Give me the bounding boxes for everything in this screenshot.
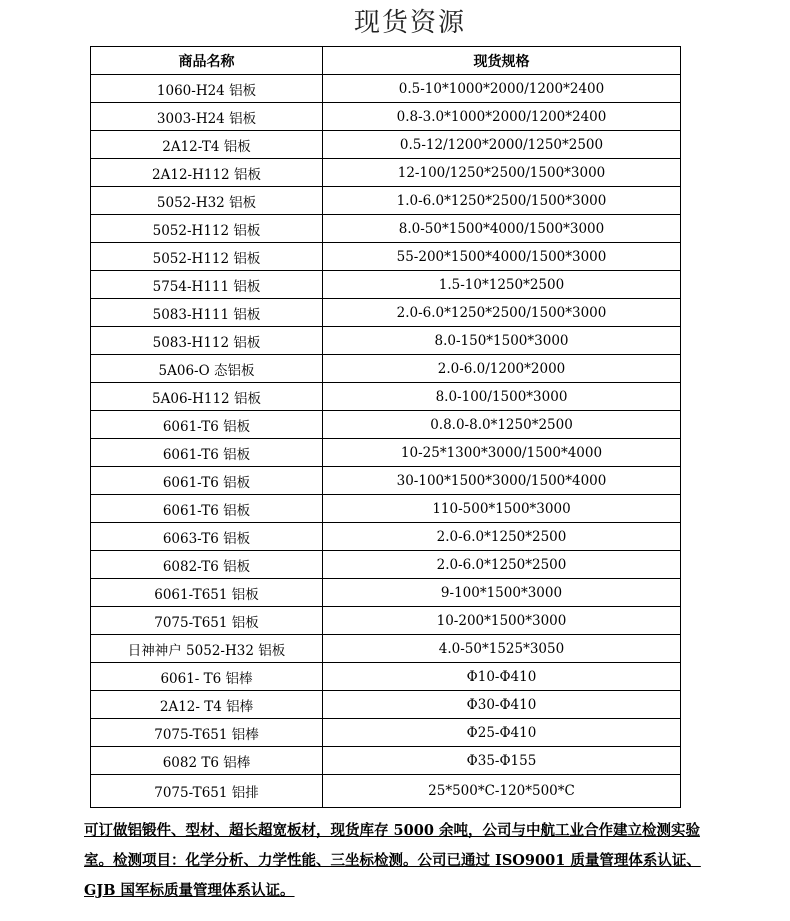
product-name-cell: 7075-T651 铝棒 — [91, 719, 323, 747]
spec-cell: 8.0-150*1500*3000 — [323, 327, 681, 355]
spec-cell: 2.0-6.0*1250*2500 — [323, 523, 681, 551]
spec-cell: 30-100*1500*3000/1500*4000 — [323, 467, 681, 495]
table-row — [91, 523, 681, 551]
spec-cell: 110-500*1500*3000 — [323, 495, 681, 523]
spec-cell: 1.0-6.0*1250*2500/1500*3000 — [323, 187, 681, 215]
product-name-cell: 3003-H24 铝板 — [91, 103, 323, 131]
spec-cell: 55-200*1500*4000/1500*3000 — [323, 243, 681, 271]
table-row — [91, 467, 681, 495]
product-name-cell: 2A12-T4 铝板 — [91, 131, 323, 159]
table-row — [91, 355, 681, 383]
table-row — [91, 551, 681, 579]
product-name-cell: 1060-H24 铝板 — [91, 75, 323, 103]
product-name-cell: 6063-T6 铝板 — [91, 523, 323, 551]
product-name-cell: 6061-T6 铝板 — [91, 495, 323, 523]
spec-cell: 4.0-50*1525*3050 — [323, 635, 681, 663]
spec-cell: 10-25*1300*3000/1500*4000 — [323, 439, 681, 467]
table-row — [91, 159, 681, 187]
table-row — [91, 495, 681, 523]
spec-cell: 2.0-6.0/1200*2000 — [323, 355, 681, 383]
table-row — [91, 383, 681, 411]
company-note: 可订做铝锻件、型材、超长超宽板材，现货库存 5000 余吨，公司与中航工业合作建立检测实验室。检测项目：化学分析、力学性能、三坐标检测。公司已通过 ISO9001 质量管理体系认证、GJB 国军标质量管理体系认证。 — [84, 822, 701, 899]
header-stock-spec: 现货规格 — [323, 47, 681, 75]
product-name-cell: 日神神户 5052-H32 铝板 — [91, 635, 323, 663]
table-row — [91, 75, 681, 103]
page-title: 现货资源 — [353, 8, 466, 38]
product-name-cell: 5754-H111 铝板 — [91, 271, 323, 299]
spec-cell: 9-100*1500*3000 — [323, 579, 681, 607]
product-name-cell: 6061-T6 铝板 — [91, 439, 323, 467]
spec-cell: 12-100/1250*2500/1500*3000 — [323, 159, 681, 187]
spec-cell: 0.8-3.0*1000*2000/1200*2400 — [323, 103, 681, 131]
product-name-cell: 5A06-O 态铝板 — [91, 355, 323, 383]
table-row — [91, 299, 681, 327]
spec-cell: 10-200*1500*3000 — [323, 607, 681, 635]
table-row — [91, 439, 681, 467]
table-row — [91, 579, 681, 607]
spec-cell: 0.8.0-8.0*1250*2500 — [323, 411, 681, 439]
table-row — [91, 775, 681, 808]
table-row — [91, 103, 681, 131]
spec-cell: 2.0-6.0*1250*2500/1500*3000 — [323, 299, 681, 327]
table-row — [91, 411, 681, 439]
product-name-cell: 6082-T6 铝板 — [91, 551, 323, 579]
spec-cell: 1.5-10*1250*2500 — [323, 271, 681, 299]
table-row — [91, 131, 681, 159]
spec-cell: Φ25-Φ410 — [323, 719, 681, 747]
product-name-cell: 6061-T6 铝板 — [91, 467, 323, 495]
product-name-cell: 2A12- T4 铝棒 — [91, 691, 323, 719]
stock-table — [90, 46, 681, 808]
table-row — [91, 747, 681, 775]
table-row — [91, 327, 681, 355]
product-name-cell: 5052-H32 铝板 — [91, 187, 323, 215]
table-row — [91, 691, 681, 719]
table-row — [91, 607, 681, 635]
product-name-cell: 7075-T651 铝排 — [91, 775, 323, 808]
product-name-cell: 5052-H112 铝板 — [91, 215, 323, 243]
spec-cell: 0.5-10*1000*2000/1200*2400 — [323, 75, 681, 103]
table-row — [91, 663, 681, 691]
product-name-cell: 5052-H112 铝板 — [91, 243, 323, 271]
table-row — [91, 271, 681, 299]
table-row — [91, 243, 681, 271]
table-row — [91, 719, 681, 747]
header-product-name: 商品名称 — [91, 47, 323, 75]
product-name-cell: 6082 T6 铝棒 — [91, 747, 323, 775]
product-name-cell: 2A12-H112 铝板 — [91, 159, 323, 187]
spec-cell: 0.5-12/1200*2000/1250*2500 — [323, 131, 681, 159]
table-header-row — [91, 47, 681, 75]
spec-cell: Φ30-Φ410 — [323, 691, 681, 719]
product-name-cell: 6061-T651 铝板 — [91, 579, 323, 607]
spec-cell: Φ35-Φ155 — [323, 747, 681, 775]
table-row — [91, 215, 681, 243]
product-name-cell: 5083-H111 铝板 — [91, 299, 323, 327]
spec-cell: 25*500*C-120*500*C — [323, 775, 681, 808]
product-name-cell: 5083-H112 铝板 — [91, 327, 323, 355]
spec-cell: 8.0-100/1500*3000 — [323, 383, 681, 411]
product-name-cell: 6061-T6 铝板 — [91, 411, 323, 439]
table-row — [91, 187, 681, 215]
spec-cell: Φ10-Φ410 — [323, 663, 681, 691]
spec-cell: 2.0-6.0*1250*2500 — [323, 551, 681, 579]
product-name-cell: 7075-T651 铝板 — [91, 607, 323, 635]
spec-cell: 8.0-50*1500*4000/1500*3000 — [323, 215, 681, 243]
product-name-cell: 6061- T6 铝棒 — [91, 663, 323, 691]
product-name-cell: 5A06-H112 铝板 — [91, 383, 323, 411]
table-row — [91, 635, 681, 663]
